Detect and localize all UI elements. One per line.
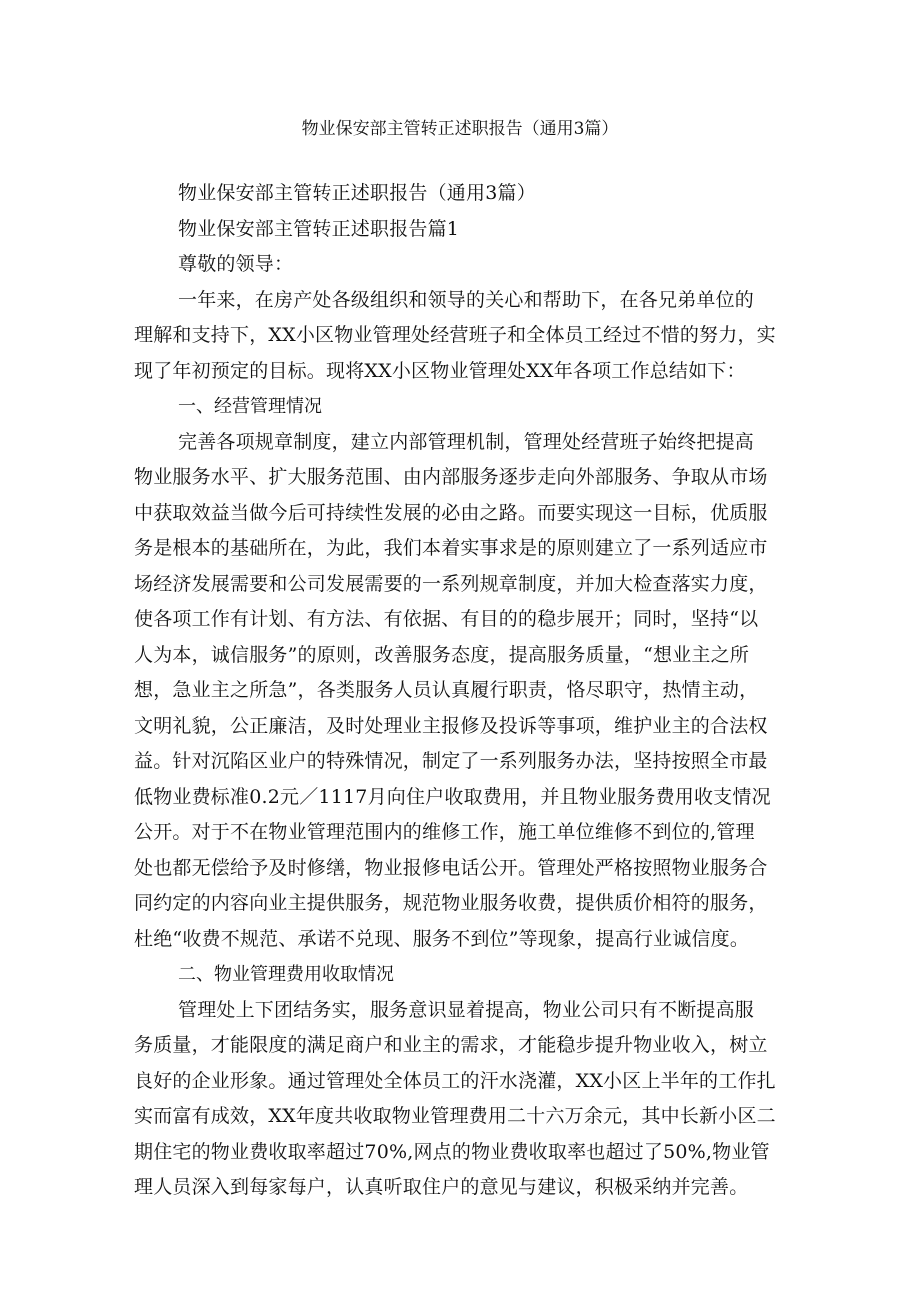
text-line: 一年来，在房产处各级组织和领导的关心和帮助下，在各兄弟单位的	[178, 288, 755, 311]
text-line: 理人员深入到每家每户，认真听取住户的意见与建议，积极采纳并完善。	[134, 1176, 749, 1198]
document-title: 物业保安部主管转正述职报告（通用3篇）	[301, 119, 619, 139]
text-line: 公开。对于不在物业管理范围内的维修工作，施工单位维修不到位的,管理	[134, 821, 755, 843]
text-line: 管理处上下团结务实，服务意识显着提高，物业公司只有不断提高服	[178, 998, 755, 1021]
text-line: 同约定的内容向业主提供服务，规范物业服务收费，提供质价相符的服务，	[134, 892, 768, 914]
heading-operations: 一、经营管理情况	[178, 396, 322, 417]
text-line: 益。针对沉陷区业户的特殊情况，制定了一系列服务办法，坚持按照全市最	[134, 750, 768, 772]
heading-fee-collection: 二、物业管理费用收取情况	[178, 964, 394, 985]
text-line: 实而富有成效，XX年度共收取物业管理费用二十六万余元，其中长新小区二	[134, 1105, 776, 1127]
text-line: 人为本，诚信服务”的原则，改善服务态度，提高服务质量，“想业主之所	[134, 643, 750, 666]
text-line: 理解和支持下，XX小区物业管理处经营班子和全体员工经过不惜的努力，实	[134, 324, 776, 346]
text-line: 文明礼貌，公正廉洁，及时处理业主报修及投诉等事项，维护业主的合法权	[134, 714, 768, 737]
salutation: 尊敬的领导：	[178, 253, 294, 275]
text-line: 场经济发展需要和公司发展需要的一系列规章制度，并加大检查落实力度，	[134, 572, 768, 595]
text-line: 期住宅的物业费收取率超过70%,网点的物业费收取率也超过了50%,物业管	[134, 1140, 770, 1163]
intro-paragraph	[134, 283, 794, 390]
text-line: 处也都无偿给予及时修缮，物业报修电话公开。管理处严格按照物业服务合	[134, 856, 768, 879]
text-line: 现了年初预定的目标。现将XX小区物业管理处XX年各项工作总结如下：	[134, 359, 746, 382]
text-line: 物业服务水平、扩大服务范围、由内部服务逐步走向外部服务、争取从市场	[134, 466, 768, 488]
text-line: 务质量，才能限度的满足商户和业主的需求，才能稳步提升物业收入，树立	[134, 1034, 768, 1056]
document-body	[134, 176, 794, 1206]
text-line: 使各项工作有计划、有方法、有依据、有目的的稳步展开；同时，坚持“以	[134, 608, 759, 630]
fee-collection-paragraph	[134, 993, 794, 1206]
text-line: 杜绝“收费不规范、承诺不兑现、服务不到位”等现象，提高行业诚信度。	[134, 927, 750, 950]
text-line: 想，急业主之所急”，各类服务人员认真履行职责，恪尽职守，热情主动，	[134, 679, 759, 701]
text-line: 中获取效益当做今后可持续性发展的必由之路。而要实现这一目标，优质服	[134, 501, 768, 524]
text-line: 低物业费标准0.2元／1117月向住户收取费用，并且物业服务费用收支情况	[134, 785, 771, 808]
subtitle-repeat: 物业保安部主管转正述职报告（通用3篇）	[178, 182, 536, 204]
operations-paragraph	[134, 425, 794, 958]
text-line: 务是根本的基础所在，为此，我们本着实事求是的原则建立了一系列适应市	[134, 537, 768, 559]
text-line: 良好的企业形象。通过管理处全体员工的汗水浇灌，XX小区上半年的工作扎	[134, 1069, 776, 1092]
text-line: 完善各项规章制度，建立内部管理机制，管理处经营班子始终把提高	[178, 430, 755, 453]
section-heading: 物业保安部主管转正述职报告篇1	[178, 217, 460, 240]
